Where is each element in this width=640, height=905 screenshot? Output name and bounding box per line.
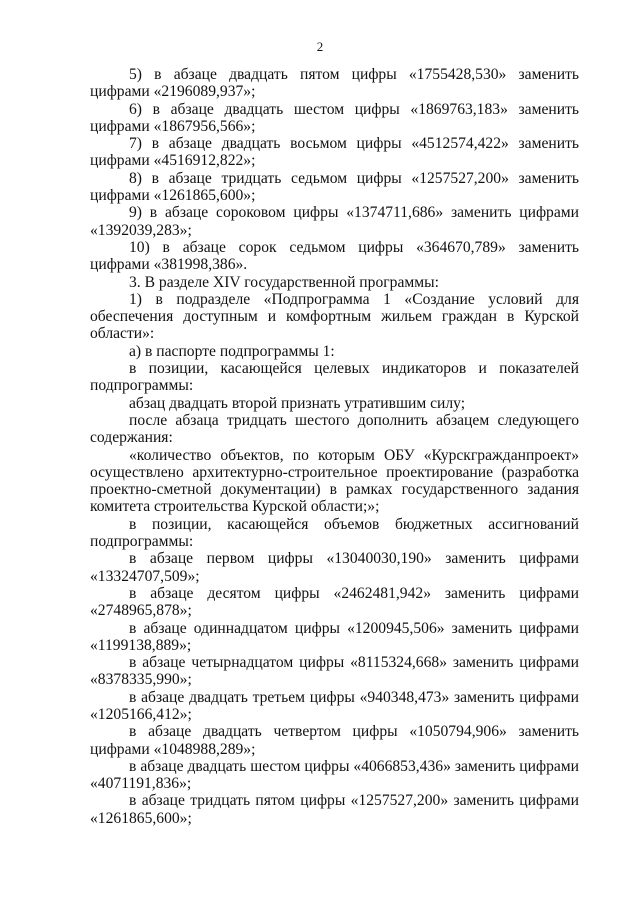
paragraph: 9) в абзаце сороковом цифры «1374711,686» заменить цифрами «1392039,283»; xyxy=(90,204,579,239)
paragraph: а) в паспорте подпрограммы 1: xyxy=(129,342,335,360)
paragraph: 8) в абзаце тридцать седьмом цифры «1257527,200» заменить цифрами «1261865,600»; xyxy=(90,169,579,205)
paragraph: 1) в подразделе «Подпрограмма 1 «Создание условий для обеспечения доступным и комфортным жильем граждан в Курской области»: xyxy=(90,290,579,343)
paragraph: 5) в абзаце двадцать пятом цифры «1755428,530» заменить цифрами «2196089,937»; xyxy=(90,66,579,101)
paragraph: в абзаце десятом цифры «2462481,942» заменить цифрами «2748965,878»; xyxy=(90,584,579,620)
paragraph: 7) в абзаце двадцать восьмом цифры «4512574,422» заменить цифрами «4516912,822»; xyxy=(90,135,579,170)
paragraph: абзац двадцать второй признать утратившим силу; xyxy=(129,394,466,412)
paragraph: в абзаце четырнадцатом цифры «8115324,668» заменить цифрами «8378335,990»; xyxy=(90,654,579,689)
paragraph: в позиции, касающейся объемов бюджетных ассигнований подпрограммы: xyxy=(90,515,579,551)
paragraph: 10) в абзаце сорок седьмом цифры «364670,789» заменить цифрами «381998,386». xyxy=(90,238,579,274)
paragraph: после абзаца тридцать шестого дополнить абзацем следующего содержания: xyxy=(90,411,579,447)
paragraph: в абзаце двадцать шестом цифры «4066853,436» заменить цифрами «4071191,836»; xyxy=(90,757,579,793)
paragraph: в абзаце первом цифры «13040030,190» заменить цифрами «13324707,509»; xyxy=(90,550,579,585)
page-number: 2 xyxy=(316,39,324,54)
paragraph: 6) в абзаце двадцать шестом цифры «1869763,183» заменить цифрами «1867956,566»; xyxy=(90,100,579,135)
document-body xyxy=(90,66,579,827)
paragraph: в абзаце тридцать пятом цифры «1257527,200» заменить цифрами «1261865,600»; xyxy=(90,792,579,827)
paragraph: в абзаце двадцать четвертом цифры «1050794,906» заменить цифрами «1048988,289»; xyxy=(90,723,579,758)
paragraph: в абзаце двадцать третьем цифры «940348,473» заменить цифрами «1205166,412»; xyxy=(90,688,579,723)
paragraph: «количество объектов, по которым ОБУ «Курскгражданпроект» осуществлено архитектурно-строительное проектирование (разработка проектно-сметной документации) в рамках государственного задания комитета строительства Курской области;»; xyxy=(90,446,579,516)
section-heading: 3. В разделе XIV государственной программы: xyxy=(129,273,439,291)
paragraph: в абзаце одиннадцатом цифры «1200945,506» заменить цифрами «1199138,889»; xyxy=(90,619,579,654)
paragraph: в позиции, касающейся целевых индикаторов и показателей подпрограммы: xyxy=(90,360,579,395)
